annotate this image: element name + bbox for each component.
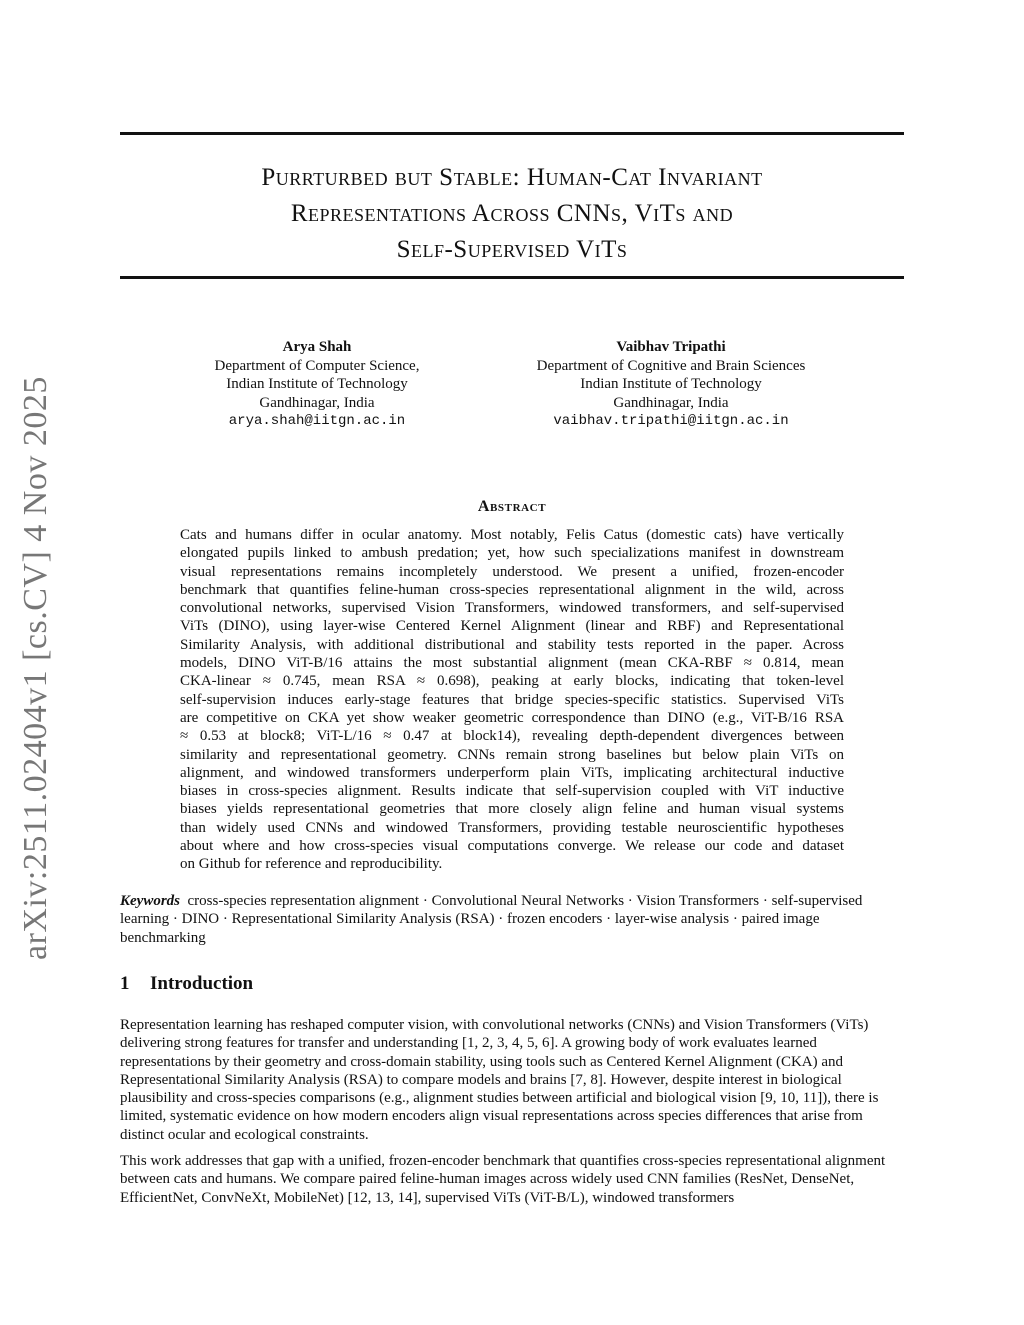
abstract-line: about where and how cross-species visual computations converge. We release our code and dataset (180, 838, 844, 855)
introduction-paragraph: This work addresses that gap with a unified, frozen-encoder benchmark that quantifies cross-species representational alignment between cats and humans. We compare paired feline-human images across widely used CNN families (ResNet, DenseNet, EfficientNet, ConvNeXt, MobileNet) [12, 13, 14], supervised ViTs (ViT-B/L), windowed transformers (120, 1153, 886, 1206)
title-top-rule (120, 132, 904, 135)
author-department: Department of Computer Science, (214, 357, 420, 374)
author-block (137, 338, 497, 431)
title-line: Self-Supervised ViTs (396, 236, 628, 263)
paper-title (120, 160, 904, 268)
section-number: 1 (120, 973, 130, 994)
author-location: Gandhinagar, India (259, 394, 375, 411)
abstract-line: visual representations remains incompletely understood. We present a unified, frozen-encoder (180, 563, 844, 580)
abstract-line: elongated pupils linked to ambush predation; yet, how such specializations manifest in downstream (180, 545, 844, 562)
abstract-line: biases yields representational geometries that more closely align feline and human visual systems (180, 801, 844, 818)
introduction-paragraph: Representation learning has reshaped computer vision, with convolutional networks (CNNs) and Vision Transformers (ViTs) delivering strong features for transfer and understanding [1, 2, 3, 4, 5, 6]. A growing body of work evaluates learned representations by their geometry and cross-domain stability, using tools such as Centered Kernel Alignment (CKA) and Representational Similarity Analysis (RSA) to compare models and brains [7, 8]. However, despite interest in biological plausibility and cross-species comparisons (e.g., alignment studies between artificial and biological vision [9, 10, 11]), there is limited, systematic evidence on how modern encoders align visual representations across species differences that arise from distinct ocular and ecological constraints. (120, 1017, 879, 1143)
abstract-line: Cats and humans differ in ocular anatomy. Most notably, Felis Catus (domestic cats) have vertically (180, 527, 844, 543)
title-line: Purrturbed but Stable: Human-Cat Invariant (261, 164, 763, 191)
author-institution: Indian Institute of Technology (580, 376, 762, 392)
section-title: Introduction (150, 973, 254, 994)
abstract-line: ≈ 0.53 at block8; ViT-L/16 ≈ 0.47 at block14), revealing depth-dependent divergences between (180, 728, 844, 745)
abstract-line: convolutional networks, supervised Vision Transformers, windowed transformers, and self-supervised (180, 600, 844, 617)
abstract-heading: Abstract (477, 498, 547, 515)
abstract-line: on Github for reference and reproducibility. (180, 856, 443, 873)
title-bottom-rule (120, 276, 904, 279)
author-name: Vaibhav Tripathi (616, 339, 726, 355)
author-location: Gandhinagar, India (613, 394, 729, 411)
author-department: Department of Cognitive and Brain Sciences (536, 357, 806, 374)
author-email: vaibhav.tripathi@iitgn.ac.in (553, 413, 789, 429)
abstract-line: CKA-linear ≈ 0.745, mean RSA ≈ 0.698), peaking at early blocks, indicating that token-level (180, 673, 844, 690)
abstract-line: benchmark that quantifies feline-human cross-species representational alignment in the wild, across (180, 581, 844, 598)
author-email: arya.shah@iitgn.ac.in (228, 413, 406, 429)
keywords-label: Keywords (120, 893, 180, 909)
abstract-line: are competitive on CKA yet show weaker geometric correspondence than DINO (e.g., ViT-B/16 RSA (180, 709, 844, 726)
section-heading-introduction (120, 973, 253, 995)
abstract-line: Similarity Analysis, with additional distributional and stability tests reported in the paper. Across (180, 636, 844, 653)
abstract-line: alignment, and windowed transformers underperform plain ViTs, implicating architectural inductive (180, 764, 844, 781)
author-name: Arya Shah (282, 339, 352, 355)
abstract-body (180, 526, 844, 874)
arxiv-identifier-stamp: arXiv:2511.02404v1 [cs.CV] 4 Nov 2025 (17, 376, 54, 960)
abstract-line: self-supervision induces early-stage features that bridge species-specific statistics. Supervised ViTs (180, 691, 844, 708)
author-institution: Indian Institute of Technology (226, 376, 408, 392)
author-block (491, 338, 851, 431)
abstract-line: than widely used CNNs and windowed Transformers, providing testable neuroscientific hypotheses (180, 819, 844, 836)
abstract-line: models, DINO ViT-B/16 attains the most substantial alignment (mean CKA-RBF ≈ 0.814, mean (180, 655, 844, 672)
title-line: Representations Across CNNs, ViTs and (290, 200, 734, 227)
abstract-line: ViTs (DINO), using layer-wise Centered Kernel Alignment (linear and RBF) and Representational (180, 618, 844, 635)
abstract-line: biases in cross-species alignment. Results indicate that self-supervision coupled with ViT inductive (180, 783, 844, 800)
keywords-text: cross-species representation alignment · Convolutional Neural Networks · Vision Transformers · self-supervised learning · DINO · Representational Similarity Analysis (RSA) · frozen encoders · layer-wise analysis · paired image benchmarking (120, 893, 863, 946)
keywords-block (120, 892, 904, 947)
abstract-line: similarity and representational geometry. CNNs remain strong baselines but below plain ViTs on (180, 746, 844, 763)
